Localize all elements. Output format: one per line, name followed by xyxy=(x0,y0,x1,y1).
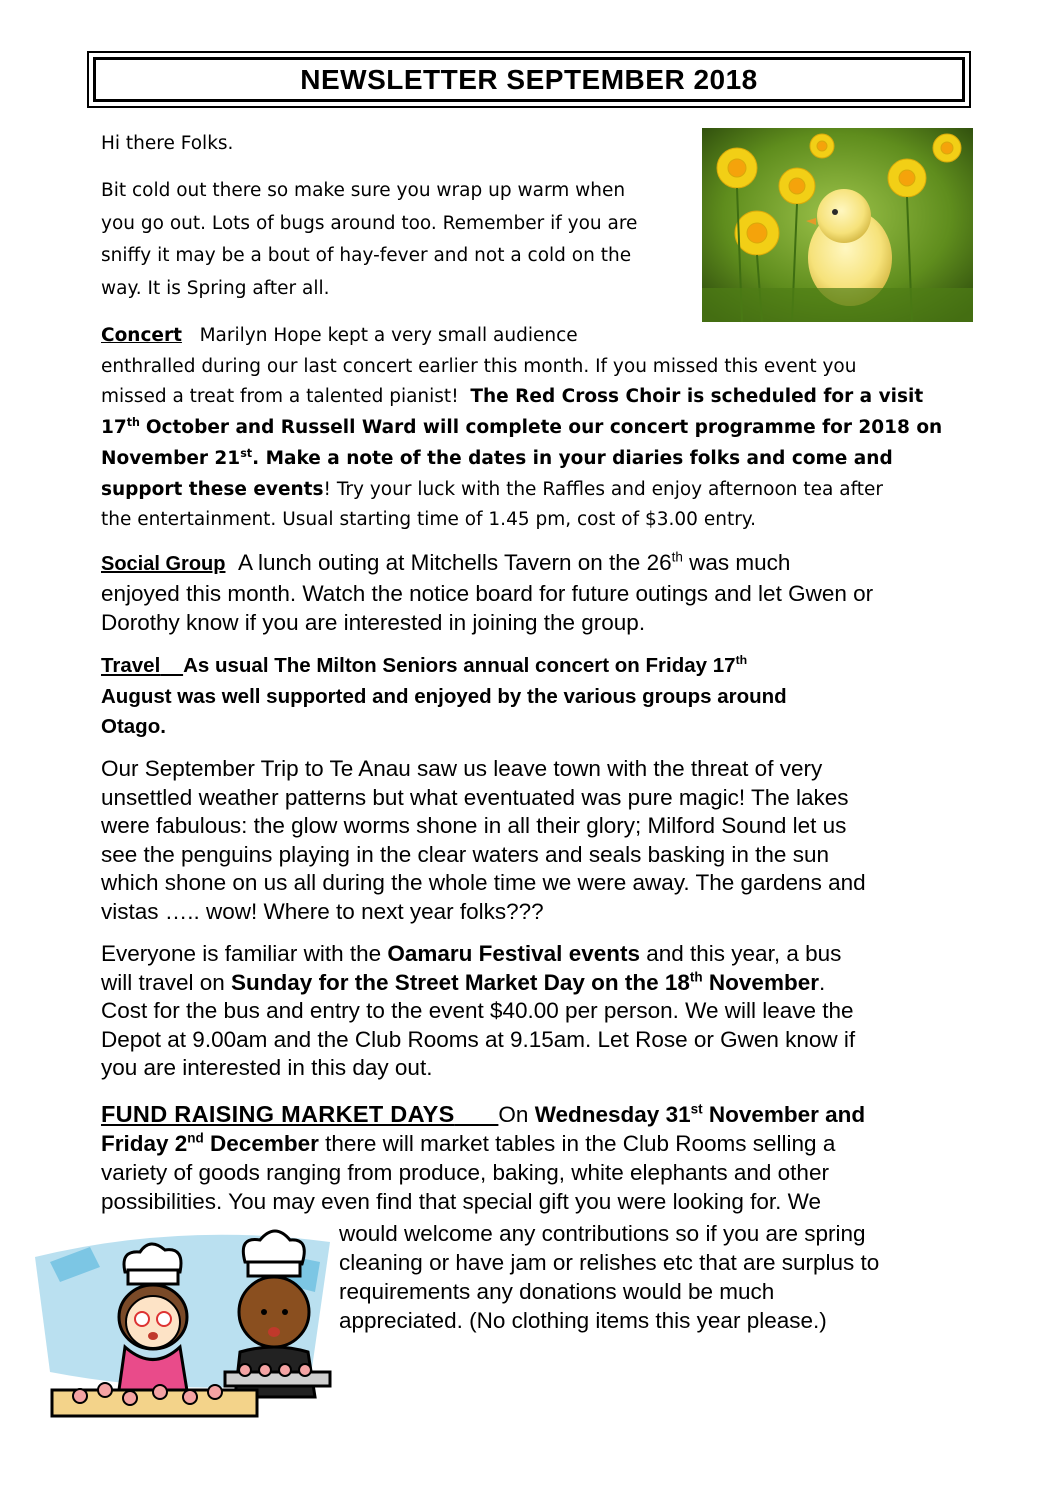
oamaru-text: Cost for the bus and entry to the event $40.00 per person. We will leave the xyxy=(101,998,854,1024)
fund-text: would welcome any contributions so if you are spring xyxy=(339,1221,866,1246)
intro-line: sniffy it may be a bout of hay-fever and not a cold on the xyxy=(101,245,632,266)
oamaru-text: . xyxy=(818,969,826,995)
concert-bold: 17 xyxy=(101,417,127,439)
fund-bold: Friday 2 xyxy=(101,1131,188,1156)
trip-line: see the penguins playing in the clear waters and seals basking in the sun xyxy=(101,841,829,867)
concert-bold: support these events xyxy=(101,478,324,500)
intro-paragraph xyxy=(101,175,637,305)
travel-bold: As usual The Milton Seniors annual concert on Friday 17 xyxy=(183,654,736,677)
oamaru-bold: Oamaru Festival events xyxy=(387,941,640,966)
fund-bold: Wednesday 31 xyxy=(534,1102,691,1127)
oamaru-text: will travel on xyxy=(101,969,232,995)
banner-inner-frame xyxy=(93,57,965,102)
intro-line: way. It is Spring after all. xyxy=(101,277,330,299)
fund-text: variety of goods ranging from produce, baking, white elephants and other xyxy=(101,1160,829,1185)
concert-bold: The Red Cross Choir is scheduled for a visit xyxy=(470,386,924,408)
ordinal-suffix: nd xyxy=(187,1130,204,1146)
travel-bold: Otago. xyxy=(101,715,166,738)
trip-line: were fabulous: the glow worms shone in all their glory; Milford Sound let us xyxy=(101,813,847,839)
travel-bold: August was well supported and enjoyed by the various groups around xyxy=(101,684,787,708)
intro-line: Bit cold out there so make sure you wrap up warm when xyxy=(101,180,626,201)
trip-line: vistas ….. wow! Where to next year folks??? xyxy=(101,898,544,924)
fund-text: appreciated. (No clothing items this year please.) xyxy=(339,1308,827,1333)
concert-heading: Concert xyxy=(101,325,182,346)
oamaru-paragraph xyxy=(101,940,855,1083)
ordinal-suffix: th xyxy=(689,969,703,985)
ordinal-suffix: th xyxy=(671,549,683,565)
oamaru-text: Everyone is familiar with the xyxy=(101,941,388,966)
fund-raising-continued xyxy=(339,1219,879,1335)
trip-line: which shone on us all during the whole time we were away. The gardens and xyxy=(101,870,866,896)
oamaru-bold: Sunday for the Street Market Day on the 18 xyxy=(231,969,690,995)
chick-daffodil-photo xyxy=(702,128,973,322)
oamaru-text: Depot at 9.00am and the Club Rooms at 9.15am. Let Rose or Gwen know if xyxy=(101,1026,856,1052)
concert-bold: . Make a note of the dates in your diaries folks and come and xyxy=(252,447,893,469)
fund-raising-heading: FUND RAISING MARKET DAYS xyxy=(101,1101,455,1127)
concert-text: Marilyn Hope kept a very small audience xyxy=(199,325,578,346)
social-group-section xyxy=(101,548,873,638)
ordinal-suffix: st xyxy=(240,446,253,460)
social-text: was much xyxy=(682,550,791,575)
fund-text: On xyxy=(498,1102,535,1127)
oamaru-text: you are interested in this day out. xyxy=(101,1055,433,1081)
fund-bold: November and xyxy=(702,1102,866,1127)
ordinal-suffix: th xyxy=(735,653,748,668)
newsletter-banner xyxy=(87,51,971,108)
concert-text: ! Try your luck with the Raffles and enjoy afternoon tea after xyxy=(323,478,884,500)
social-text: A lunch outing at Mitchells Tavern on the 26 xyxy=(237,550,672,575)
concert-text: the entertainment. Usual starting time of 1.45 pm, cost of $3.00 entry. xyxy=(101,509,756,531)
trip-line: Our September Trip to Te Anau saw us leave town with the threat of very xyxy=(101,756,823,781)
concert-bold: October and Russell Ward will complete our concert programme for 2018 on xyxy=(145,417,943,439)
concert-section xyxy=(101,321,942,536)
fund-bold: December xyxy=(203,1131,319,1156)
concert-text: missed a treat from a talented pianist! xyxy=(101,386,459,408)
greeting: Hi there Folks. xyxy=(101,133,234,154)
fund-text: possibilities. You may even find that special gift you were looking for. We xyxy=(101,1189,821,1214)
fund-text: requirements any donations would be much xyxy=(339,1279,775,1304)
social-group-heading: Social Group xyxy=(101,553,226,575)
oamaru-text: and this year, a bus xyxy=(639,941,842,966)
travel-heading: Travel xyxy=(101,654,161,677)
fund-text: there will market tables in the Club Rooms selling a xyxy=(318,1131,836,1156)
concert-bold: November 21 xyxy=(101,447,241,469)
concert-text: enthralled during our last concert earlier this month. If you missed this event you xyxy=(101,355,857,377)
ordinal-suffix: th xyxy=(126,415,140,429)
travel-section-intro xyxy=(101,651,787,743)
ordinal-suffix: st xyxy=(690,1101,703,1117)
trip-line: unsettled weather patterns but what eventuated was pure magic! The lakes xyxy=(101,784,849,810)
fund-text: cleaning or have jam or relishes etc that are surplus to xyxy=(339,1250,880,1275)
fund-raising-section xyxy=(101,1100,865,1216)
social-text: enjoyed this month. Watch the notice board for future outings and let Gwen or xyxy=(101,581,874,607)
social-text: Dorothy know if you are interested in joining the group. xyxy=(101,610,646,636)
newsletter-title: NEWSLETTER SEPTEMBER 2018 xyxy=(300,63,758,95)
te-anau-paragraph xyxy=(101,755,866,927)
oamaru-bold: November xyxy=(702,969,819,995)
baking-chefs-illustration xyxy=(30,1222,335,1422)
intro-line: you go out. Lots of bugs around too. Remember if you are xyxy=(101,212,638,234)
